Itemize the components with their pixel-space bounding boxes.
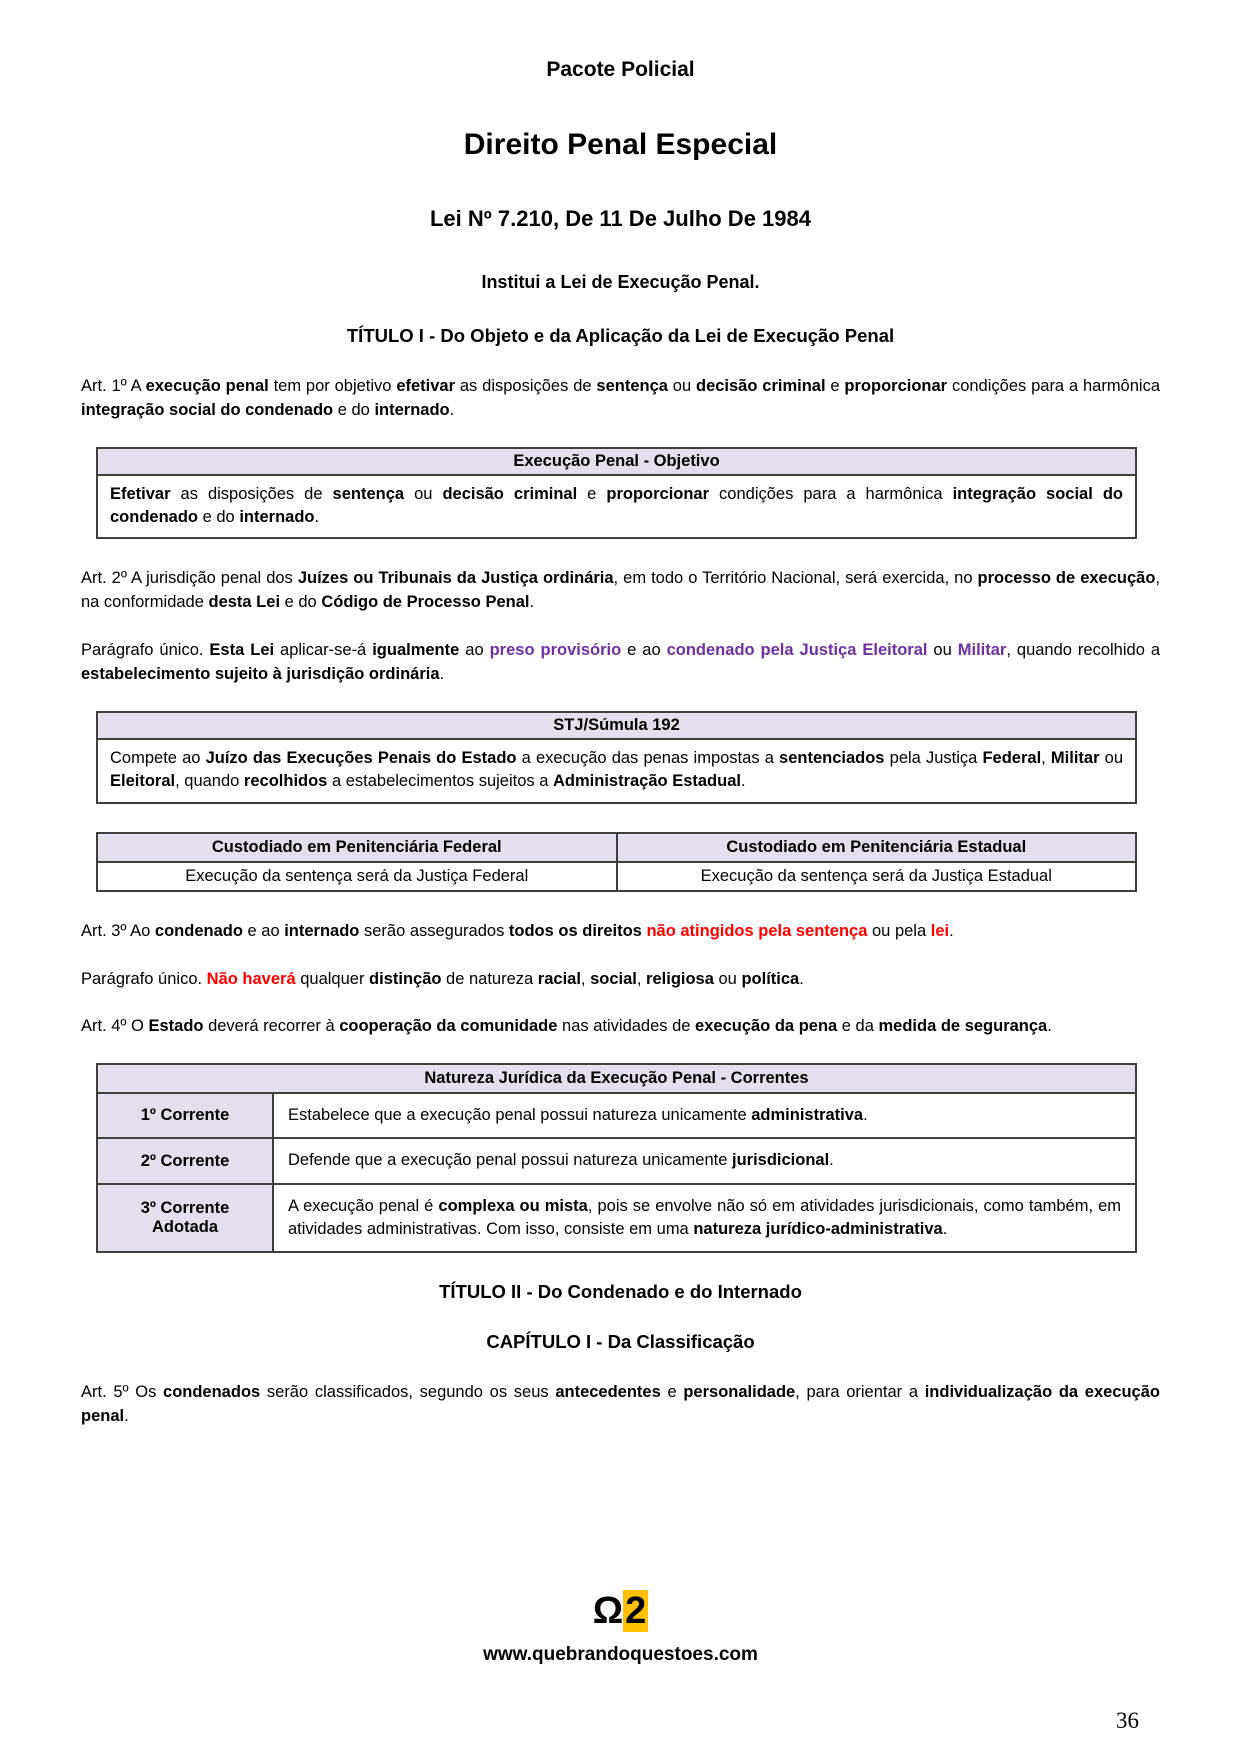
capitulo-1-heading: CAPÍTULO I - Da Classificação — [486, 1330, 755, 1352]
paragraph-art-4: Art. 4º O Estado deverá recorrer à cooperação da comunidade nas atividades de execução da pena e da medida de segurança. — [81, 1017, 1052, 1036]
paragraph-unico-art-3: Parágrafo único. Não haverá qualquer distinção de natureza racial, social, religiosa ou política. — [81, 969, 804, 988]
law-title: Lei Nº 7.210, De 11 De Julho De 1984 — [429, 206, 811, 231]
paragraph-art-2: Art. 2º A jurisdição penal dos Juízes ou Tribunais da Justiça ordinária, em todo o Território Nacional, será exercida, no processo de execução, na conformidade desta Lei e do Código de Processo Penal. — [81, 569, 1161, 612]
corrente-3-label: 3º Corrente Adotada — [97, 1184, 273, 1252]
custodia-table — [96, 832, 1137, 892]
custodia-cell-federal: Execução da sentença será da Justiça Federal — [97, 862, 617, 891]
custodia-header-federal: Custodiado em Penitenciária Federal — [97, 833, 617, 862]
law-epigraph: Institui a Lei de Execução Penal. — [481, 272, 760, 292]
sumula-192-box-title: STJ/Súmula 192 — [98, 713, 1135, 740]
sumula-192-box — [96, 711, 1137, 804]
paragraph-art-5: Art. 5º Os condenados serão classificados, segundo os seus antecedentes e personalidade, para orientar a individualização da execução penal. — [81, 1382, 1160, 1425]
paragraph-art-1: Art. 1º A execução penal tem por objetivo efetivar as disposições de sentença ou decisão criminal e proporcionar condições para a harmônica integração social do condenado e do internado. — [81, 377, 1161, 419]
doc-header: Pacote Policial — [546, 58, 695, 81]
footer-url: www.quebrandoquestoes.com — [483, 1644, 758, 1665]
corrente-3-text: A execução penal é complexa ou mista, pois se envolve não só em atividades jurisdicionais, como também, em atividades administrativas. Com isso, consiste em uma natureza jurídico-administrativa. — [273, 1184, 1136, 1252]
correntes-table-title: Natureza Jurídica da Execução Penal - Correntes — [97, 1064, 1136, 1093]
objetivo-box-title: Execução Penal - Objetivo — [98, 449, 1135, 476]
custodia-cell-estadual: Execução da sentença será da Justiça Estadual — [617, 862, 1137, 891]
corrente-3-row — [97, 1184, 1136, 1252]
objetivo-box-body: Efetivar as disposições de sentença ou decisão criminal e proporcionar condições para a harmônica integração social do condenado e do internado. — [110, 484, 1123, 526]
page-title: Direito Penal Especial — [463, 128, 778, 161]
custodia-body-row — [97, 862, 1136, 891]
corrente-2-text: Defende que a execução penal possui natureza unicamente jurisdicional. — [273, 1138, 1136, 1183]
custodia-header-row — [97, 833, 1136, 862]
logo-two-highlight: 2 — [625, 1590, 647, 1632]
corrente-2-row — [97, 1138, 1136, 1183]
q2-logo — [0, 1592, 1241, 1630]
page-number: 36 — [1116, 1708, 1139, 1733]
corrente-2-label: 2º Corrente — [97, 1138, 273, 1183]
titulo-1-heading: TÍTULO I - Do Objeto e da Aplicação da Lei de Execução Penal — [346, 325, 895, 346]
objetivo-box — [96, 447, 1137, 540]
corrente-1-label: 1º Corrente — [97, 1093, 273, 1138]
corrente-1-row — [97, 1093, 1136, 1138]
correntes-table — [96, 1063, 1137, 1252]
sumula-192-box-body: Compete ao Juízo das Execuções Penais do Estado a execução das penas impostas a sentenciados pela Justiça Federal, Militar ou Eleitoral, quando recolhidos a estabelecimentos sujeitos a Administração Estadual. — [110, 749, 1123, 790]
paragraph-unico-art-2: Parágrafo único. Esta Lei aplicar-se-á igualmente ao preso provisório e ao condenado pela Justiça Eleitoral ou Militar, quando recolhido a estabelecimento sujeito à jurisdição ordinária. — [81, 641, 1160, 684]
page-footer — [0, 1592, 1241, 1666]
custodia-header-estadual: Custodiado em Penitenciária Estadual — [617, 833, 1137, 862]
corrente-1-text: Estabelece que a execução penal possui natureza unicamente administrativa. — [273, 1093, 1136, 1138]
titulo-2-heading: TÍTULO II - Do Condenado e do Internado — [439, 1280, 802, 1302]
logo-omega-glyph: Ω — [592, 1590, 624, 1632]
paragraph-art-3: Art. 3º Ao condenado e ao internado serão assegurados todos os direitos não atingidos pela sentença ou pela lei. — [81, 921, 954, 940]
correntes-title-row — [97, 1064, 1136, 1093]
